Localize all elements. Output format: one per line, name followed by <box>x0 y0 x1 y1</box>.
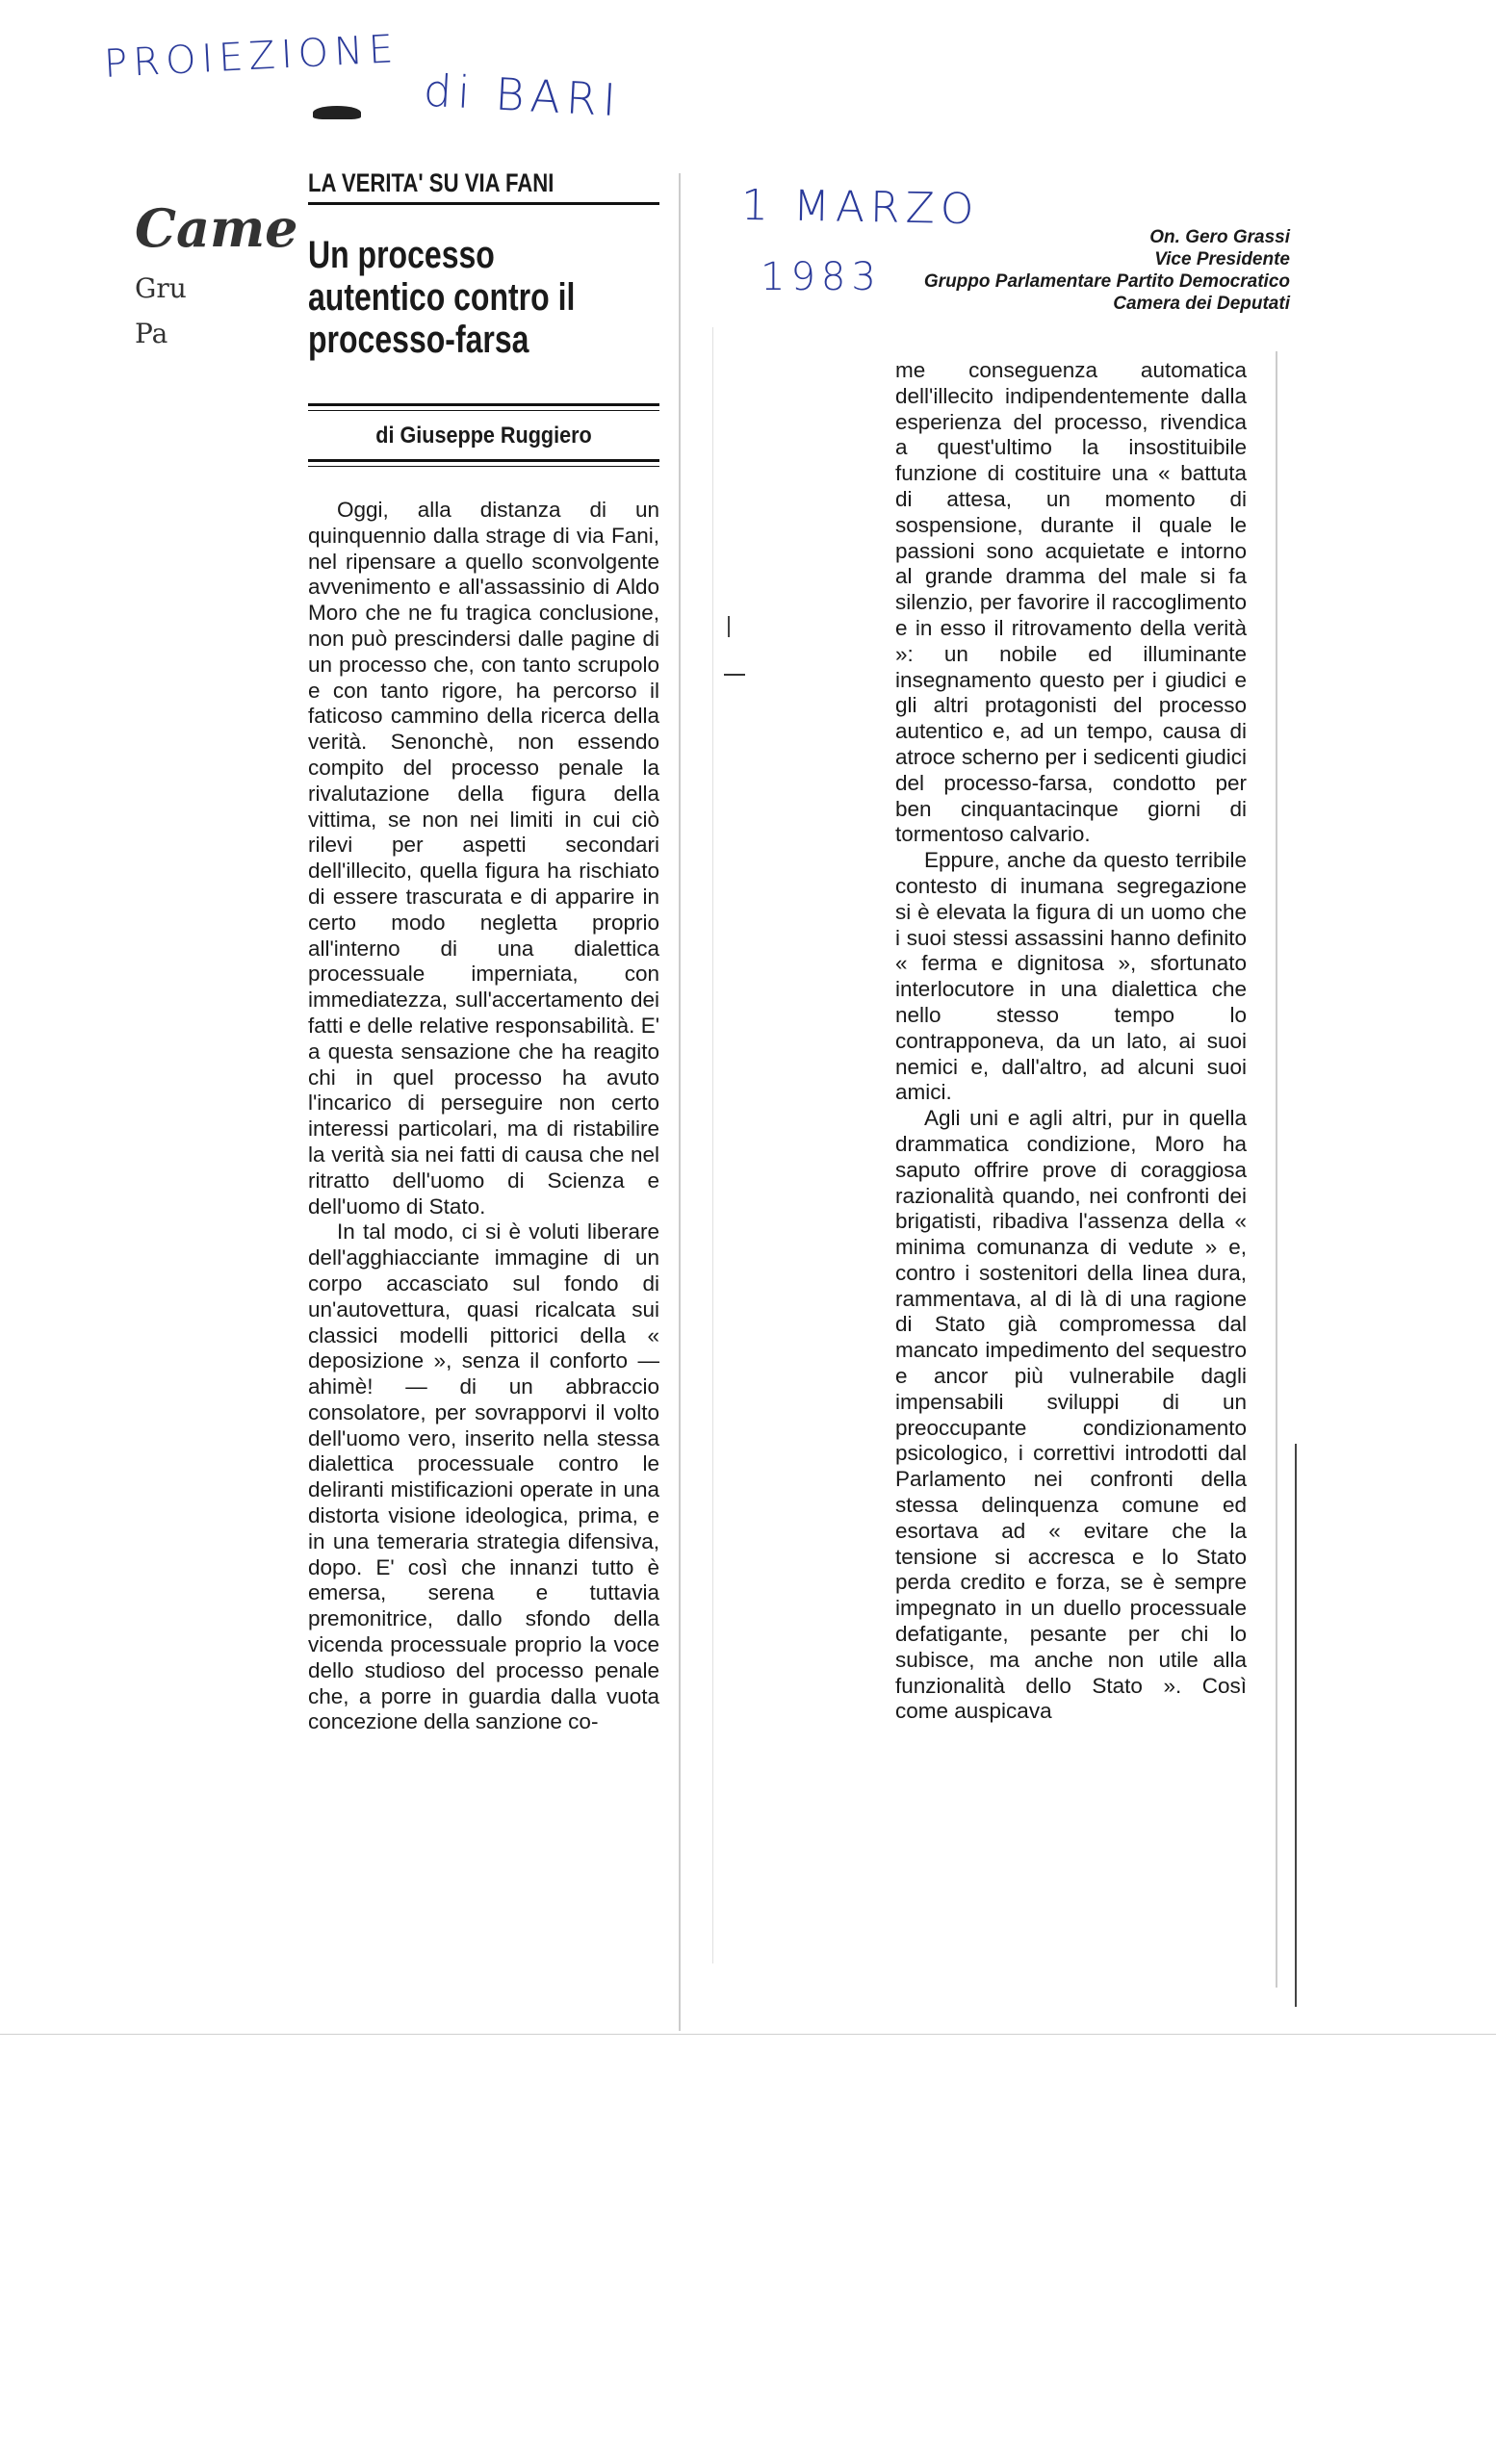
letterhead-name: Came <box>135 197 298 259</box>
paragraph: me conseguenza automatica dell'illecito indipendentemente dalla esperienza del processo, rivendica a quest'ultimo la insostituibile funzione di costituire una « battuta di attesa, un momento di sospensione, durante il quale le passioni sono acquietate e intorno al grande dramma del male si fa silenzio, per favorire il raccoglimento e in esso il ritrovamento della verità »: un nobile ed illuminante insegnamento questo per i giudici e gli altri protagonisti del processo autentico e, ad un tempo, causa di atroce scherno per i sedicenti giudici del processo-farsa, condotto per ben cinquantacinque giorni di tormentoso calvario. <box>895 358 1247 847</box>
column-edge-right <box>1295 1444 1297 2007</box>
paragraph: Eppure, anche da questo terribile contesto di inumana segregazione si è elevata la figura di un uomo che i suoi stessi assassini hanno definito « ferma e dignitosa », sfortunato interlocutore in una dialettica che nello stesso tempo lo contrapponeva, da un lato, ai suoi nemici e, dall'altro, ad alcuni suoi amici. <box>895 848 1247 1105</box>
signature-group: Gruppo Parlamentare Partito Democratico <box>923 271 1290 292</box>
margin-mark <box>728 616 730 637</box>
scan-edge-line <box>0 2034 1496 2035</box>
column-divider <box>679 173 681 2031</box>
letterhead-line-1: Gru <box>135 272 187 304</box>
article-kicker: LA VERITA' SU VIA FANI <box>308 168 555 197</box>
byline-rule <box>308 459 659 467</box>
margin-dash <box>724 674 745 676</box>
handwritten-date: 1 MARZO <box>740 180 980 235</box>
headline-rule <box>308 403 659 411</box>
signature-name: On. Gero Grassi <box>1149 227 1290 247</box>
paragraph: Oggi, alla distanza di un quinquennio dalla strage di via Fani, nel ripensare a quello sconvolgente avvenimento e all'assassinio di Aldo Moro che ne fu tragica conclusione, non può prescindersi dalle pagine di un processo che, con tanto scrupolo e con tanto rigore, ha percorso il faticoso cammino della ricerca della verità. Senonchè, non essendo compito del processo penale la rivalutazione della figura della vittima, se non nei limiti in cui ciò rilevi per aspetti secondari dell'illecito, quella figura ha rischiato di essere trascurata e di apparire in certo modo negletta proprio all'interno di una dialettica processuale imperniata, con immediatezza, sull'accertamento dei fatti e delle relative responsabilità. E' a questa sensazione che ha reagito chi in quel processo ha avuto l'incarico di perseguire non certo interessi particolari, ma di ristabilire la verità sia nei fatti di causa che nel ritratto dell'uomo di Scienza e dell'uomo di Stato. <box>308 498 659 1219</box>
letterhead-fragment <box>135 197 297 349</box>
signature-chamber: Camera dei Deputati <box>1113 294 1290 314</box>
handwritten-note-bari: di BARI <box>422 64 623 127</box>
article-body-column-1 <box>308 498 659 1735</box>
signature-block <box>886 226 1290 315</box>
handwritten-note-top: PROIEZIONE <box>103 27 400 87</box>
article-headline: Un processo autentico contro il processo-farsa <box>308 234 576 361</box>
column-divider-faint <box>712 327 713 1964</box>
paragraph: Agli uni e agli altri, pur in quella drammatica condizione, Moro ha saputo offrire prove di coraggiosa razionalità quando, nei confronti dei brigatisti, ribadiva l'assenza della « minima comunanza di vedute » e, contro i sostenitori della linea dura, rammentava, al di là di una ragione di Stato già compromessa dal mancato impedimento del sequestro e ancor più vulnerabile dagli impensabili sviluppi di un preoccupante condizionamento psicologico, i correttivi introdotti dal Parlamento nei confronti della stessa delinquenza comune ed esortava ad « evitare che la tensione si accresca e lo Stato perda credito e forza, se è sempre impegnato in un duello processuale defatigante, pesante per chi lo subisce, ma anche non utile alla funzionalità dello Stato ». Così come auspicava <box>895 1106 1247 1724</box>
signature-role: Vice Presidente <box>1154 249 1290 270</box>
article-left-column <box>308 168 659 1735</box>
column-divider-right <box>1276 351 1277 1988</box>
article-body-column-2 <box>895 358 1247 1725</box>
letterhead-line-2: Pa <box>135 318 168 349</box>
handwritten-year: 1983 <box>761 255 882 299</box>
kicker-rule <box>308 202 659 205</box>
paragraph: In tal modo, ci si è voluti liberare dell'agghiacciante immagine di un corpo accasciato sul fondo di un'autovettura, quasi ricalcata sui classici modelli pittorici della « deposizione », senza il conforto — ahimè! — di un abbraccio consolatore, per sovrapporvi il volto dell'uomo vero, inserito nella stessa dialettica processuale contro le deliranti mistificazioni operate in una distorta visione ideologica, prima, e in una temeraria strategia difensiva, dopo. E' così che innanzi tutto è emersa, serena e tuttavia premonitrice, dallo sfondo della vicenda processuale proprio la voce dello studioso del processo penale che, a porre in guardia dalla vuota concezione della sanzione co- <box>308 1219 659 1734</box>
article-byline: di Giuseppe Ruggiero <box>375 423 592 449</box>
ink-smudge <box>313 106 361 119</box>
